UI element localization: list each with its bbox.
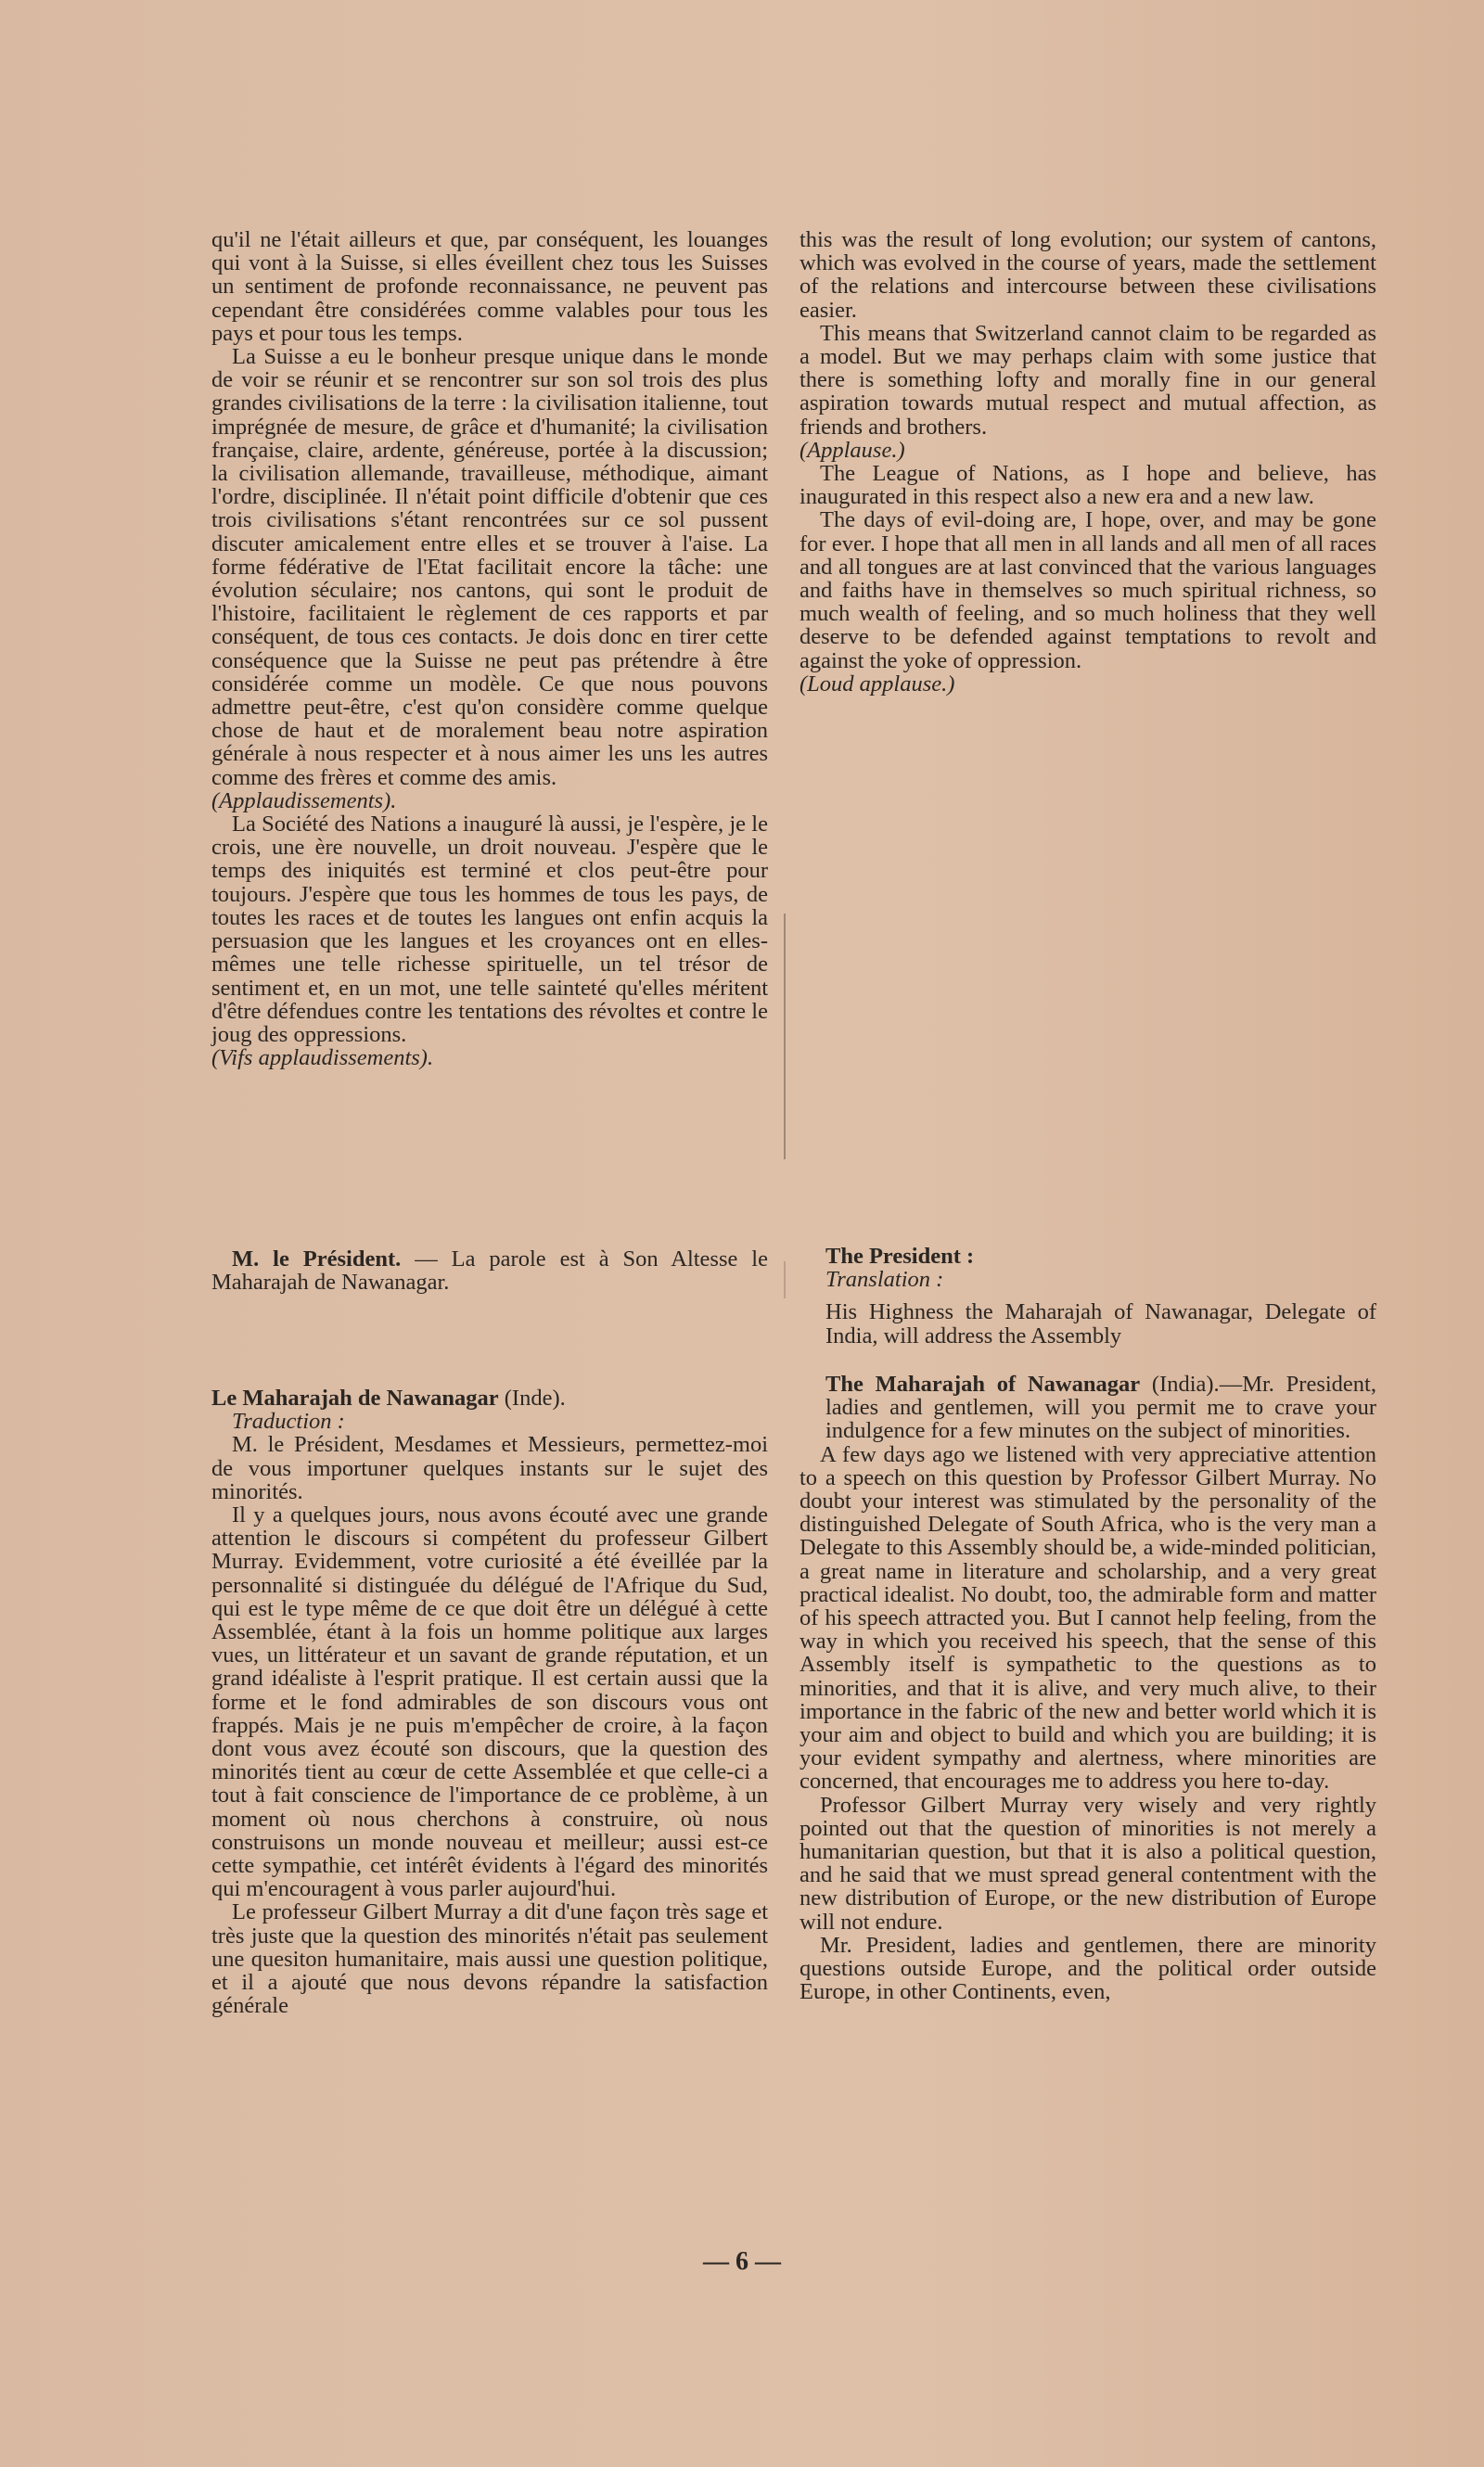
speaker-heading: The President :: [825, 1244, 975, 1269]
applause-note: (Applaudissements).: [211, 787, 397, 813]
english-paragraph: The League of Nations, as I hope and believe, has inaugurated in this respect also a new era and a new law.: [800, 461, 1376, 510]
applause-note: (Loud applause.): [800, 671, 955, 697]
speaker-country: (India).: [1140, 1372, 1220, 1397]
french-paragraph: La Société des Nations a inauguré là aussi, je l'espère, je le crois, une ère nouvelle, un droit nouveau. J'espère que le temps des iniquités est terminé et clos peut-être pour toujours. J'espère que tous les hommes de tous les pays, de toutes les races et de toutes les langues ont enfin acquis la persuasion que les langues et les croyances ont en elles-mêmes une telle richesse spirituelle, un tel trésor de sentiment et, en un mot, une telle sainteté qu'elles méritent d'être défendues contre les tentations des révoltes et contre le joug des oppressions.: [211, 812, 768, 1047]
translation-label: Traduction :: [232, 1409, 345, 1435]
president-statement: — La parole est à Son Altesse le Maharajah de Nawanagar.: [211, 1246, 768, 1296]
english-paragraph: A few days ago we listened with very appreciative attention to a speech on this question by Professor Gilbert Murray. No doubt your interest was stimulated by the personality of the distinguished Delegate of South Africa, who is the very man a Delegate to this Assembly should be, a wide-minded politician, a great name in literature and scholarship, and a very great practical idealist. No doubt, too, the admirable form and matter of his speech attracted you. But I cannot help feeling, from the way in which you received his speech, that the sense of this Assembly itself is sympathetic to the questions as to minorities, and that it is alive, and very much alive, to their importance in the fabric of the new and better world which it is your aim and object to build and which you are building; it is your evident sympathy and alertness, where minorities are concerned, that encourages me to address you here to-day.: [800, 1441, 1376, 1795]
english-maharajah-section: [800, 1373, 1376, 2003]
speaker-name: M. le Président.: [232, 1246, 402, 1272]
speaker-heading: Le Maharajah de Nawanagar: [211, 1386, 499, 1411]
page-number: — 6 —: [703, 2247, 781, 2276]
english-paragraph: The days of evil-doing are, I hope, over, and may be gone for ever. I hope that all men in all lands and all men of all races and all tongues are at last convinced that the various languages and faiths have in themselves so much spiritual richness, so much wealth of feeling, and so much holiness that they well deserve to be defended against temptations to revolt and against the yoke of oppression.: [800, 507, 1376, 673]
applause-note: (Vifs applaudissements).: [211, 1045, 434, 1071]
english-paragraph: this was the result of long evolution; our system of cantons, which was evolved in the course of years, made the settlement of the relations and intercourse between these civilisations easier.: [800, 227, 1376, 323]
french-paragraph: Le professeur Gilbert Murray a dit d'une façon très sage et très juste que la question des minorités n'était pas seulement une quesiton humanitaire, mais aussi une question politique, et il a ajouté que nous devons répandre la satisfaction générale: [211, 1899, 768, 2019]
column-divider: [784, 914, 786, 1159]
french-maharajah-section: [211, 1387, 768, 2017]
speaker-country: (Inde).: [498, 1386, 566, 1411]
speaker-heading: The Maharajah of Nawanagar: [825, 1372, 1141, 1397]
english-paragraph: Professor Gilbert Murray very wisely and very rightly pointed out that the question of minorities is not merely a humanitarian question, but that it is also a political question, and he said that we must spread general contentment with the new distribution of Europe, or the new distribution of Europe will not endure.: [800, 1792, 1376, 1935]
english-paragraph: This means that Switzerland cannot claim to be regarded as a model. But we may perhaps claim with some justice that there is something lofty and morally fine in our general aspiration towards mutual respect and mutual affection, as friends and brothers.: [800, 320, 1376, 440]
french-paragraph: M. le Président, Mesdames et Messieurs, permettez-moi de vous importuner quelques instants sur le sujet des minorités.: [211, 1432, 768, 1504]
president-statement: His Highness the Maharajah of Nawanagar, Delegate of India, will address the Assembly: [825, 1299, 1376, 1349]
english-paragraph: —Mr. President, ladies and gentlemen, will you permit me to crave your indulgence for a few minutes on the subject of minorities.: [825, 1372, 1376, 1444]
english-president-section: [825, 1245, 1376, 1348]
french-paragraph: qu'il ne l'était ailleurs et que, par conséquent, les louanges qui vont à la Suisse, si elles éveillent chez tous les Suisses un sentiment de profonde reconnaissance, ne peuvent pas cependant être considérées comme valables pour tous les pays et pour tous les temps.: [211, 227, 768, 346]
french-president-section: [211, 1247, 768, 1294]
french-paragraph: Il y a quelques jours, nous avons écouté avec une grande attention le discours si compétent du professeur Gilbert Murray. Evidemment, votre curiosité a été éveillée par la personnalité si distinguée du délégué de l'Afrique du Sud, qui est le type même de ce que doit être un délégué à cette Assemblée, étant à la fois un homme politique aux larges vues, un littérateur et un savant de grande réputation, et un grand idéaliste à l'esprit pratique. Il est certain aussi que la forme et le fond admirables de son discours vous ont frappés. Mais je ne puis m'empêcher de croire, à la façon dont vous avez écouté son discours, que la question des minorités tient au cœur de cette Assemblée et que celle-ci a tout à fait conscience de l'importance de ce problème, à un moment où nous cherchons à construire, où nous construisons un monde nouveau et meilleur; aussi est-ce cette sympathie, cet intérêt évidents à l'égard des minorités qui m'encouragent à vous parler aujourd'hui.: [211, 1502, 768, 1902]
column-divider: [784, 1261, 786, 1298]
english-paragraph: Mr. President, ladies and gentlemen, there are minority questions outside Europe, and the political order outside Europe, in other Continents, even,: [800, 1932, 1376, 2005]
french-paragraph: La Suisse a eu le bonheur presque unique dans le monde de voir se réunir et se rencontrer sur son sol trois des plus grandes civilisations de la terre : la civilisation italienne, tout imprégnée de mesure, de grâce et d'humanité; la civilisation française, claire, ardente, généreuse, portée à la discussion; la civilisation allemande, travailleuse, méthodique, aimant l'ordre, disciplinée. Il n'était point difficile d'obtenir que ces trois civilisations s'étant rencontrées sur ce sol pussent discuter amicalement entre elles et se trouver à l'aise. La forme fédérative de l'Etat facilitait encore la tâche: une évolution séculaire; nos cantons, qui sont le produit de l'histoire, facilitaient le règlement de ces rapports et par conséquent, de tous ces contacts. Je dois donc en tirer cette conséquence que la Suisse ne peut pas prétendre à être considérée comme un modèle. Ce que nous pouvons admettre peut-être, c'est qu'on considère comme quelque chose de haut et de moralement beau notre aspiration générale à nous respecter et à nous aimer les uns les autres comme des frères et comme des amis.: [211, 344, 768, 790]
french-column-top: [211, 228, 768, 1069]
translation-label: Translation :: [825, 1267, 944, 1293]
english-column-top: [800, 228, 1376, 696]
applause-note: (Applause.): [800, 437, 905, 463]
